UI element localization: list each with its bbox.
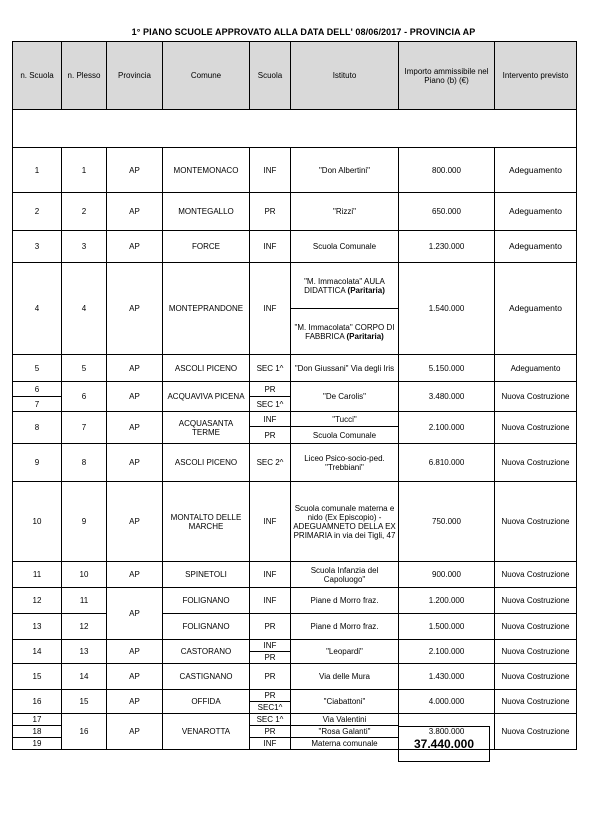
cell-istituto: Scuola Infanzia del Capoluogo" xyxy=(291,562,399,588)
cell-n-scuola: 11 xyxy=(13,562,62,588)
cell-istituto: Scuola Comunale xyxy=(291,427,399,444)
cell-provincia: AP xyxy=(107,690,163,714)
cell-provincia: AP xyxy=(107,444,163,482)
schools-plan-table xyxy=(12,41,577,750)
table-row xyxy=(13,588,577,614)
cell-intervento: Nuova Costruzione xyxy=(495,412,577,444)
cell-importo: 1.200.000 xyxy=(399,588,495,614)
header-provincia: Provincia xyxy=(107,42,163,110)
paritaria-label: (Paritaria) xyxy=(347,285,385,295)
cell-istituto: "M. Immacolata" AULA DIDATTICA (Paritaria) xyxy=(291,263,399,309)
cell-n-plesso: 10 xyxy=(62,562,107,588)
cell-n-plesso: 16 xyxy=(62,714,107,750)
table-row xyxy=(13,714,577,726)
cell-scuola: PR xyxy=(250,690,291,702)
cell-istituto: "Leopardi" xyxy=(291,640,399,664)
cell-istituto: Scuola Comunale xyxy=(291,231,399,263)
cell-provincia: AP xyxy=(107,148,163,193)
cell-provincia: AP xyxy=(107,640,163,664)
cell-comune: CASTORANO xyxy=(163,640,250,664)
cell-istituto: Piane d Morro fraz. xyxy=(291,614,399,640)
cell-n-scuola: 3 xyxy=(13,231,62,263)
cell-scuola: INF xyxy=(250,231,291,263)
table-row xyxy=(13,231,577,263)
cell-comune: OFFIDA xyxy=(163,690,250,714)
header-comune: Comune xyxy=(163,42,250,110)
cell-n-plesso: 9 xyxy=(62,482,107,562)
cell-scuola: PR xyxy=(250,427,291,444)
cell-n-scuola: 15 xyxy=(13,664,62,690)
cell-comune: ASCOLI PICENO xyxy=(163,444,250,482)
cell-n-plesso: 1 xyxy=(62,148,107,193)
cell-n-scuola: 7 xyxy=(13,397,62,412)
cell-importo: 1.430.000 xyxy=(399,664,495,690)
cell-n-scuola: 8 xyxy=(13,412,62,444)
cell-n-scuola: 14 xyxy=(13,640,62,664)
cell-n-plesso: 14 xyxy=(62,664,107,690)
cell-intervento: Nuova Costruzione xyxy=(495,444,577,482)
cell-n-scuola: 16 xyxy=(13,690,62,714)
cell-importo: 750.000 xyxy=(399,482,495,562)
cell-importo: 1.540.000 xyxy=(399,263,495,355)
cell-n-plesso: 5 xyxy=(62,355,107,382)
cell-n-plesso: 2 xyxy=(62,193,107,231)
cell-intervento: Nuova Costruzione xyxy=(495,640,577,664)
cell-intervento: Adeguamento xyxy=(495,355,577,382)
cell-intervento: Nuova Costruzione xyxy=(495,382,577,412)
table-row xyxy=(13,263,577,309)
cell-provincia: AP xyxy=(107,382,163,412)
cell-n-scuola: 9 xyxy=(13,444,62,482)
cell-importo: 5.150.000 xyxy=(399,355,495,382)
paritaria-label: (Paritaria) xyxy=(346,331,384,341)
cell-intervento: Nuova Costruzione xyxy=(495,482,577,562)
cell-n-scuola: 6 xyxy=(13,382,62,397)
cell-importo: 800.000 xyxy=(399,148,495,193)
table-row xyxy=(13,482,577,562)
cell-comune: FORCE xyxy=(163,231,250,263)
cell-scuola: PR xyxy=(250,614,291,640)
cell-intervento: Nuova Costruzione xyxy=(495,588,577,614)
cell-provincia: AP xyxy=(107,231,163,263)
cell-importo: 3.480.000 xyxy=(399,382,495,412)
cell-intervento: Nuova Costruzione xyxy=(495,614,577,640)
cell-comune: FOLIGNANO xyxy=(163,588,250,614)
table-row xyxy=(13,382,577,397)
cell-scuola: INF xyxy=(250,412,291,427)
cell-istituto: "Rizzi" xyxy=(291,193,399,231)
cell-scuola: SEC1^ xyxy=(250,702,291,714)
cell-scuola: PR xyxy=(250,664,291,690)
header-n-plesso: n. Plesso xyxy=(62,42,107,110)
cell-intervento: Nuova Costruzione xyxy=(495,562,577,588)
cell-provincia: AP xyxy=(107,562,163,588)
cell-intervento: Adeguamento xyxy=(495,148,577,193)
cell-n-plesso: 4 xyxy=(62,263,107,355)
cell-istituto: Scuola comunale materna e nido (Ex Episcopio) - ADEGUAMNETO DELLA EX PRIMARIA in via dei Tigli, 47 xyxy=(291,482,399,562)
cell-intervento: Nuova Costruzione xyxy=(495,664,577,690)
cell-intervento: Adeguamento xyxy=(495,231,577,263)
cell-istituto: "Don Albertini" xyxy=(291,148,399,193)
document-title: 1° PIANO SCUOLE APPROVATO ALLA DATA DELL' 08/06/2017 - PROVINCIA AP xyxy=(131,27,476,37)
cell-scuola: SEC 2^ xyxy=(250,444,291,482)
cell-istituto: "Ciabattoni" xyxy=(291,690,399,714)
cell-istituto: "M. Immacolata" CORPO DI FABBRICA (Paritaria) xyxy=(291,309,399,355)
cell-intervento: Nuova Costruzione xyxy=(495,714,577,750)
cell-provincia: AP xyxy=(107,412,163,444)
header-importo: Importo ammissibile nel Piano (b) (€) xyxy=(399,42,495,110)
cell-n-plesso: 3 xyxy=(62,231,107,263)
cell-importo: 650.000 xyxy=(399,193,495,231)
table-row xyxy=(13,562,577,588)
header-intervento: Intervento previsto xyxy=(495,42,577,110)
cell-n-scuola: 19 xyxy=(13,738,62,750)
table-row xyxy=(13,690,577,702)
cell-istituto: Via Valentini xyxy=(291,714,399,726)
cell-scuola: PR xyxy=(250,726,291,738)
cell-comune: ACQUAVIVA PICENA xyxy=(163,382,250,412)
cell-importo: 900.000 xyxy=(399,562,495,588)
cell-n-scuola: 12 xyxy=(13,588,62,614)
cell-comune: MONTALTO DELLE MARCHE xyxy=(163,482,250,562)
cell-scuola: INF xyxy=(250,640,291,652)
cell-n-plesso: 13 xyxy=(62,640,107,664)
cell-istituto: "De Carolis" xyxy=(291,382,399,412)
cell-istituto: "Tucci" xyxy=(291,412,399,427)
cell-comune: VENAROTTA xyxy=(163,714,250,750)
header-n-scuola: n. Scuola xyxy=(13,42,62,110)
table-row xyxy=(13,148,577,193)
cell-importo: 2.100.000 xyxy=(399,412,495,444)
table-row xyxy=(13,412,577,427)
table-row xyxy=(13,355,577,382)
cell-provincia: AP xyxy=(107,664,163,690)
cell-n-plesso: 15 xyxy=(62,690,107,714)
cell-scuola: SEC 1^ xyxy=(250,355,291,382)
table-row xyxy=(13,444,577,482)
cell-provincia: AP xyxy=(107,263,163,355)
cell-n-scuola: 13 xyxy=(13,614,62,640)
cell-scuola: INF xyxy=(250,482,291,562)
cell-importo: 1.230.000 xyxy=(399,231,495,263)
cell-n-scuola: 4 xyxy=(13,263,62,355)
cell-intervento: Adeguamento xyxy=(495,193,577,231)
cell-istituto: Piane d Morro fraz. xyxy=(291,588,399,614)
cell-provincia: AP xyxy=(107,193,163,231)
cell-importo: 2.100.000 xyxy=(399,640,495,664)
cell-n-scuola: 17 xyxy=(13,714,62,726)
cell-comune: MONTEPRANDONE xyxy=(163,263,250,355)
cell-scuola: SEC 1^ xyxy=(250,714,291,726)
cell-provincia: AP xyxy=(107,588,163,640)
cell-n-scuola: 18 xyxy=(13,726,62,738)
cell-importo: 4.000.000 xyxy=(399,690,495,714)
cell-istituto: Via delle Mura xyxy=(291,664,399,690)
cell-n-plesso: 8 xyxy=(62,444,107,482)
cell-n-plesso: 6 xyxy=(62,382,107,412)
cell-n-plesso: 7 xyxy=(62,412,107,444)
cell-scuola: PR xyxy=(250,652,291,664)
header-scuola: Scuola xyxy=(250,42,291,110)
table-row xyxy=(13,193,577,231)
total-amount: 37.440.000 xyxy=(398,726,490,762)
cell-intervento: Adeguamento xyxy=(495,263,577,355)
header-istituto: Istituto xyxy=(291,42,399,110)
cell-n-scuola: 10 xyxy=(13,482,62,562)
cell-n-scuola: 2 xyxy=(13,193,62,231)
cell-n-plesso: 11 xyxy=(62,588,107,614)
cell-comune: FOLIGNANO xyxy=(163,614,250,640)
cell-comune: CASTIGNANO xyxy=(163,664,250,690)
cell-scuola: INF xyxy=(250,263,291,355)
cell-scuola: INF xyxy=(250,588,291,614)
cell-comune: SPINETOLI xyxy=(163,562,250,588)
cell-n-scuola: 5 xyxy=(13,355,62,382)
cell-scuola: PR xyxy=(250,382,291,397)
cell-importo: 6.810.000 xyxy=(399,444,495,482)
cell-istituto: "Rosa Galanti" xyxy=(291,726,399,738)
cell-istituto: Liceo Psico-socio-ped. "Trebbiani" xyxy=(291,444,399,482)
cell-scuola: PR xyxy=(250,193,291,231)
cell-comune: ASCOLI PICENO xyxy=(163,355,250,382)
cell-scuola: INF xyxy=(250,148,291,193)
cell-istituto: "Don Giussani" Via degli Iris xyxy=(291,355,399,382)
table-row xyxy=(13,614,577,640)
table-row xyxy=(13,664,577,690)
table-row xyxy=(13,640,577,652)
cell-scuola: SEC 1^ xyxy=(250,397,291,412)
cell-importo: 3.800.000 xyxy=(399,714,495,750)
table-header-row xyxy=(13,42,577,110)
cell-importo: 1.500.000 xyxy=(399,614,495,640)
cell-comune: ACQUASANTA TERME xyxy=(163,412,250,444)
cell-istituto: Materna comunale xyxy=(291,738,399,750)
cell-scuola: INF xyxy=(250,738,291,750)
cell-comune: MONTEGALLO xyxy=(163,193,250,231)
cell-scuola: INF xyxy=(250,562,291,588)
cell-provincia: AP xyxy=(107,714,163,750)
cell-comune: MONTEMONACO xyxy=(163,148,250,193)
cell-provincia: AP xyxy=(107,355,163,382)
cell-n-scuola: 1 xyxy=(13,148,62,193)
cell-intervento: Nuova Costruzione xyxy=(495,690,577,714)
cell-n-plesso: 12 xyxy=(62,614,107,640)
cell-provincia: AP xyxy=(107,482,163,562)
